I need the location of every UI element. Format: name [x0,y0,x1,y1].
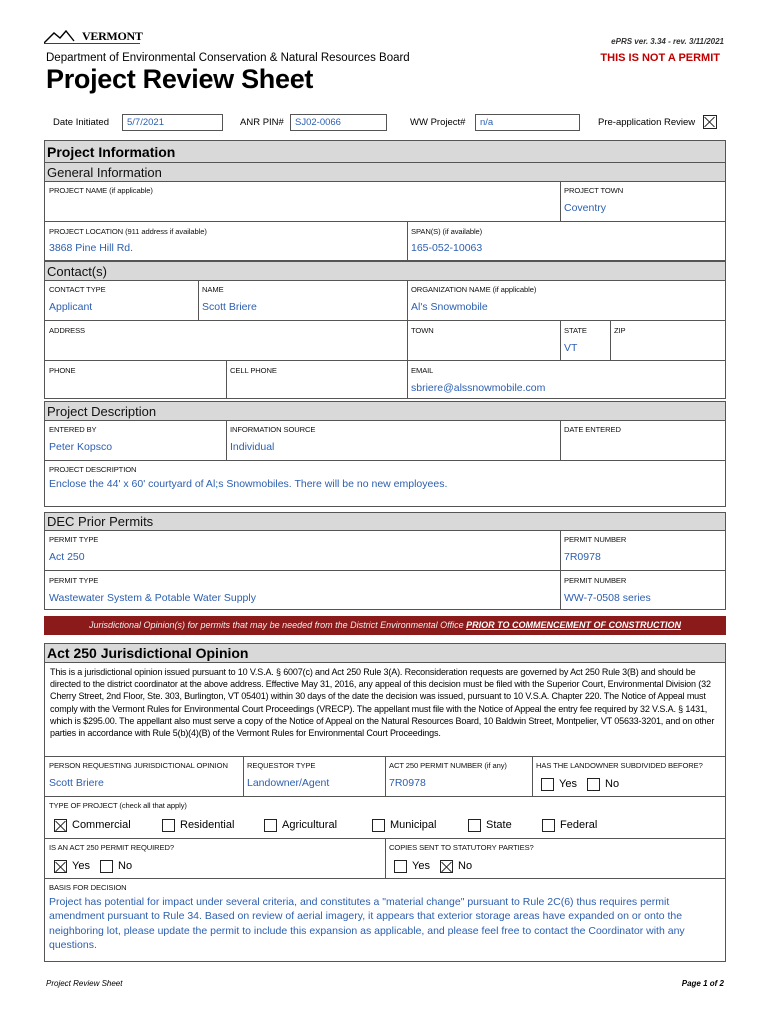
permit-number-label-1: PERMIT NUMBER [564,535,627,544]
description-grid [44,421,726,507]
organization-label: ORGANIZATION NAME (if applicable) [411,285,537,294]
project-type-label: TYPE OF PROJECT (check all that apply) [49,801,187,810]
subdivided-yes-label: Yes [559,778,577,790]
entered-by-label: ENTERED BY [49,425,97,434]
project-location-label: PROJECT LOCATION (911 address if available) [49,227,207,236]
footer-form-name: Project Review Sheet [46,979,123,988]
permit-number-value-2[interactable]: WW-7-0508 series [564,592,651,604]
email-value[interactable]: sbriere@alssnowmobile.com [411,382,546,394]
zip-label: ZIP [614,326,626,335]
information-source-label: INFORMATION SOURCE [230,425,316,434]
jurisdictional-banner [44,616,726,635]
project-town-label: PROJECT TOWN [564,186,624,195]
state-label: STATE [564,326,587,335]
permit-required-no-label: No [118,860,133,872]
copies-sent-yes-label: Yes [412,860,430,872]
copies-sent-no-label: No [458,860,473,872]
cell-phone-label: CELL PHONE [230,366,277,375]
act250-permit-number-value[interactable]: 7R0978 [389,777,426,789]
permit-type-label-1: PERMIT TYPE [49,535,99,544]
permit-type-value-2[interactable]: Wastewater System & Potable Water Supply [49,592,256,604]
date-initiated-label: Date Initiated [53,117,109,128]
organization-value[interactable]: Al's Snowmobile [411,301,488,313]
span-value[interactable]: 165-052-10063 [411,242,483,254]
municipal-label: Municipal [390,819,437,831]
anr-pin-label: ANR PIN# [240,117,284,128]
not-a-permit-notice: THIS IS NOT A PERMIT [600,52,720,64]
subdivided-yes-checkbox[interactable] [541,778,554,791]
permit-type-label-2: PERMIT TYPE [49,576,99,585]
permit-required-yes-label: Yes [72,860,90,872]
form-version: ePRS ver. 3.34 - rev. 3/11/2021 [611,37,724,46]
requestor-type-label: REQUESTOR TYPE [247,761,316,770]
act250-heading: Act 250 Jurisdictional Opinion [47,645,249,661]
entered-by-value[interactable]: Peter Kopsco [49,441,113,453]
permit-number-label-2: PERMIT NUMBER [564,576,627,585]
date-entered-label: DATE ENTERED [564,425,621,434]
contact-name-label: NAME [202,285,224,294]
basis-for-decision-value[interactable]: Project has potential for impact under several criteria, and constitutes a "material change" pursuant to Rule 2C(6) thus requires permit amendment pursuant to Rule 34. Based on review of aerial imagery, it appears that exterior storage areas have expanded on or onto the neighboring lot, please update the permit to include this expansion as applicable, and please feel free to contact the Coordinator with any questions. [49,896,685,952]
phone-label: PHONE [49,366,76,375]
general-information-heading: General Information [47,165,162,180]
contacts-heading: Contact(s) [47,264,107,279]
project-information-heading: Project Information [47,144,176,160]
banner-emphasis: PRIOR TO COMMENCEMENT OF CONSTRUCTION [466,620,681,630]
person-requesting-value[interactable]: Scott Briere [49,777,104,789]
ww-project-label: WW Project# [410,117,466,128]
dec-prior-permits-heading: DEC Prior Permits [47,514,154,529]
residential-checkbox[interactable] [162,819,175,832]
contacts-grid [44,281,726,399]
department-name: Department of Environmental Conservation & Natural Resources Board [46,52,410,64]
project-description-label: PROJECT DESCRIPTION [49,465,137,474]
address-label: ADDRESS [49,326,86,335]
vermont-logo [44,27,143,45]
agricultural-checkbox[interactable] [264,819,277,832]
state-value[interactable]: VT [564,342,578,354]
pre-application-label: Pre-application Review [598,117,696,128]
permit-number-value-1[interactable]: 7R0978 [564,551,601,563]
permit-required-yes-checkbox[interactable] [54,860,67,873]
requestor-type-value[interactable]: Landowner/Agent [247,777,330,789]
residential-label: Residential [180,819,235,831]
permit-required-no-checkbox[interactable] [100,860,113,873]
subdivided-no-checkbox[interactable] [587,778,600,791]
date-initiated-field[interactable]: 5/7/2021 [122,114,223,131]
anr-pin-field[interactable]: SJ02-0066 [290,114,387,131]
project-description-value[interactable]: Enclose the 44' x 60' courtyard of Al;s Snowmobiles. There will be no new employees. [49,478,448,490]
contact-type-value[interactable]: Applicant [49,301,93,313]
federal-label: Federal [560,819,598,831]
project-name-label: PROJECT NAME (if applicable) [49,186,153,195]
contact-type-label: CONTACT TYPE [49,285,106,294]
project-description-heading: Project Description [47,404,157,419]
state-checkbox[interactable] [468,819,481,832]
span-label: SPAN(S) (if available) [411,227,483,236]
pre-application-checkbox[interactable] [703,115,717,129]
act250-permit-number-label: ACT 250 PERMIT NUMBER (if any) [389,761,507,770]
project-town-value[interactable]: Coventry [564,202,607,214]
municipal-checkbox[interactable] [372,819,385,832]
subdivided-label: HAS THE LANDOWNER SUBDIVIDED BEFORE? [536,761,703,770]
subdivided-no-label: No [605,778,620,790]
email-label: EMAIL [411,366,434,375]
ww-project-field[interactable]: n/a [475,114,580,131]
copies-sent-yes-checkbox[interactable] [394,860,407,873]
agricultural-label: Agricultural [282,819,338,831]
act250-paragraph: This is a jurisdictional opinion issued pursuant to 10 V.S.A. § 6007(c) and Act 250 Rule 3(A). Reconsideration requests are governed by Act 250 Rule 3(B) and should be directed to the district coordinator at the above address. Effective May 31, 2016, any appeal of this decision must be filed with the Superior Court, Environmental Division (32 Cherry Street, 2nd Floor, Ste. 303, Burlington, VT 05401) within 30 days of the date the decision was issued, pursuant to 10 V.S.A. Chapter 220. The Notice of Appeal must comply with the Vermont Rules for Environmental Court Proceedings (VRECP). The appellant must file with the Notice of Appeal the entry fee required by 32 V.S.A. § 1431, which is $295.00. The appellant also must serve a copy of the Notice of Appeal on the Natural Resources Board, 10 Baldwin Street, Montpelier, VT 05633-3201, and on other parties in accordance with Rule 5(b)(4)(B) of the Vermont Rules for Environmental Court Proceedings. [50,667,715,739]
contact-name-value[interactable]: Scott Briere [202,301,257,313]
copies-sent-no-checkbox[interactable] [440,860,453,873]
project-location-value[interactable]: 3868 Pine Hill Rd. [49,242,134,254]
commercial-label: Commercial [72,819,131,831]
basis-for-decision-label: BASIS FOR DECISION [49,883,127,892]
permit-type-value-1[interactable]: Act 250 [49,551,85,563]
commercial-checkbox[interactable] [54,819,67,832]
footer-page-number: Page 1 of 2 [681,979,724,988]
person-requesting-label: PERSON REQUESTING JURISDICTIONAL OPINION [49,761,228,770]
banner-text: Jurisdictional Opinion(s) for permits that may be needed from the District Environmental Office [89,620,467,630]
state-label-checkbox-text: State [486,819,512,831]
town-label: TOWN [411,326,434,335]
logo-text: VERMONT [82,29,143,43]
contacts-header [44,261,726,281]
page-title: Project Review Sheet [46,64,314,94]
permit-required-label: IS AN ACT 250 PERMIT REQUIRED? [49,843,175,852]
federal-checkbox[interactable] [542,819,555,832]
information-source-value[interactable]: Individual [230,441,275,453]
copies-sent-label: COPIES SENT TO STATUTORY PARTIES? [389,843,534,852]
